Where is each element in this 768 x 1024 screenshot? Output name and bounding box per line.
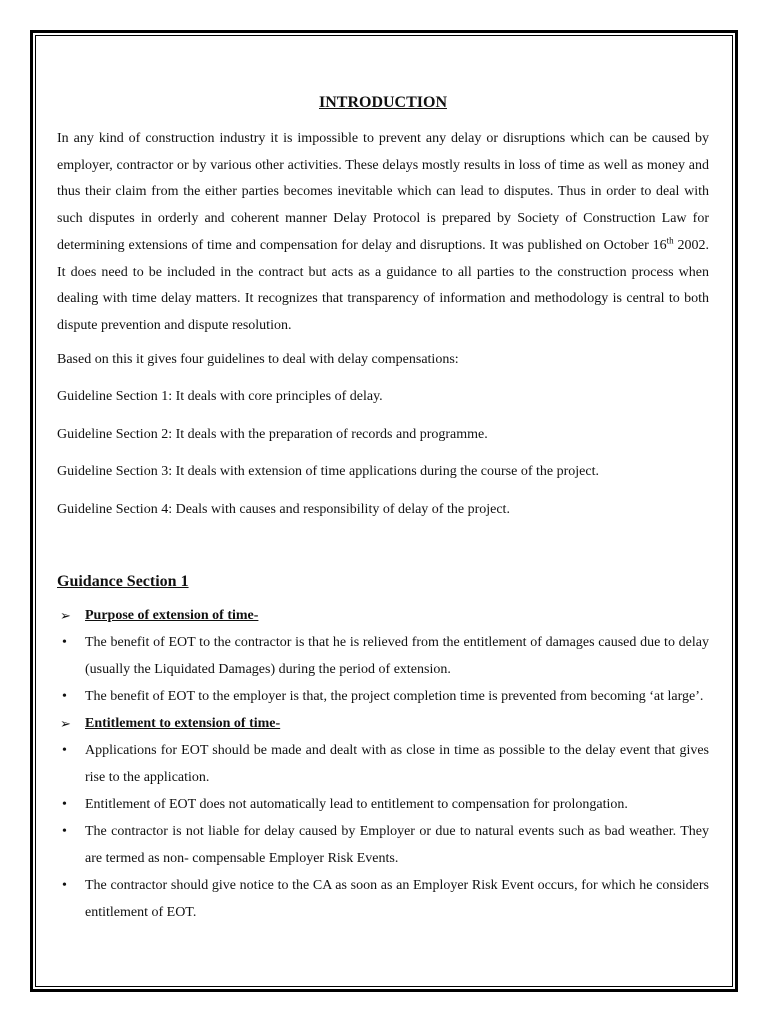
- bullet-icon: •: [62, 823, 67, 839]
- bullet-icon: •: [62, 742, 67, 758]
- arrow-bullet-icon: ➢: [60, 715, 71, 731]
- document-page: [57, 90, 709, 926]
- intro-paragraph: [57, 126, 709, 340]
- intro-text-part1: In any kind of construction industry it is impossible to prevent any delay or disruptions which can be caused by employer, contractor or by various other activities. These delays mostly results in loss of time as well as money and thus their claim from the either parties becomes inevitable which can lead to disputes. Thus in order to deal with such disputes in orderly and coherent manner Delay Protocol is prepared by Society of Construction Law for determining extensions of time and compensation for delay and disruptions. It was published on October 16: [57, 131, 709, 253]
- ordinal-suffix: th: [666, 235, 674, 246]
- bullet-icon: •: [62, 688, 67, 704]
- intro-text-part2: 2002. It does need to be included in the contract but acts as a guidance to all parties to the construction process when dealing with time delay matters. It recognizes that transparency of information and methodology is central to both dispute prevention and dispute resolution.: [57, 237, 710, 333]
- guideline-1: Guideline Section 1: It deals with core principles of delay.: [57, 389, 383, 405]
- list-item: [57, 791, 709, 818]
- guideline-3: Guideline Section 3: It deals with extension of time applications during the course of the project.: [57, 464, 599, 480]
- guidelines-lead: Based on this it gives four guidelines to deal with delay compensations:: [57, 351, 459, 367]
- entitlement-bullet-1: Applications for EOT should be made and dealt with as close in time as possible to the delay event that gives rise to the application.: [85, 742, 709, 785]
- section-heading: Guidance Section 1: [57, 572, 189, 590]
- list-item: [57, 872, 709, 926]
- guideline-4: Guideline Section 4: Deals with causes and responsibility of delay of the project.: [57, 501, 510, 517]
- guideline-2: Guideline Section 2: It deals with the preparation of records and programme.: [57, 426, 488, 442]
- guidance-list: [57, 602, 709, 926]
- purpose-bullet-2: The benefit of EOT to the employer is that, the project completion time is prevented from becoming ‘at large’.: [85, 688, 704, 704]
- list-item: [57, 818, 709, 872]
- entitlement-bullet-2: Entitlement of EOT does not automatically lead to entitlement to compensation for prolongation.: [85, 796, 628, 812]
- purpose-bullet-1: The benefit of EOT to the contractor is that he is relieved from the entitlement of damages caused due to delay (usually the Liquidated Damages) during the period of extension.: [85, 634, 709, 677]
- bullet-icon: •: [62, 877, 67, 893]
- entitlement-bullet-3: The contractor is not liable for delay caused by Employer or due to natural events such as bad weather. They are termed as non- compensable Employer Risk Events.: [85, 823, 709, 866]
- bullet-icon: •: [62, 796, 67, 812]
- arrow-bullet-icon: ➢: [60, 607, 71, 623]
- entitlement-heading: Entitlement to extension of time-: [85, 715, 281, 731]
- list-item: [57, 683, 709, 710]
- document-title: INTRODUCTION: [318, 94, 447, 111]
- list-item: [57, 629, 709, 683]
- purpose-heading: Purpose of extension of time-: [85, 607, 259, 623]
- bullet-icon: •: [62, 634, 67, 650]
- entitlement-bullet-4: The contractor should give notice to the CA as soon as an Employer Risk Event occurs, for which he considers entitlement of EOT.: [85, 877, 709, 920]
- purpose-heading-item: [57, 602, 709, 629]
- list-item: [57, 737, 709, 791]
- entitlement-heading-item: [57, 710, 709, 737]
